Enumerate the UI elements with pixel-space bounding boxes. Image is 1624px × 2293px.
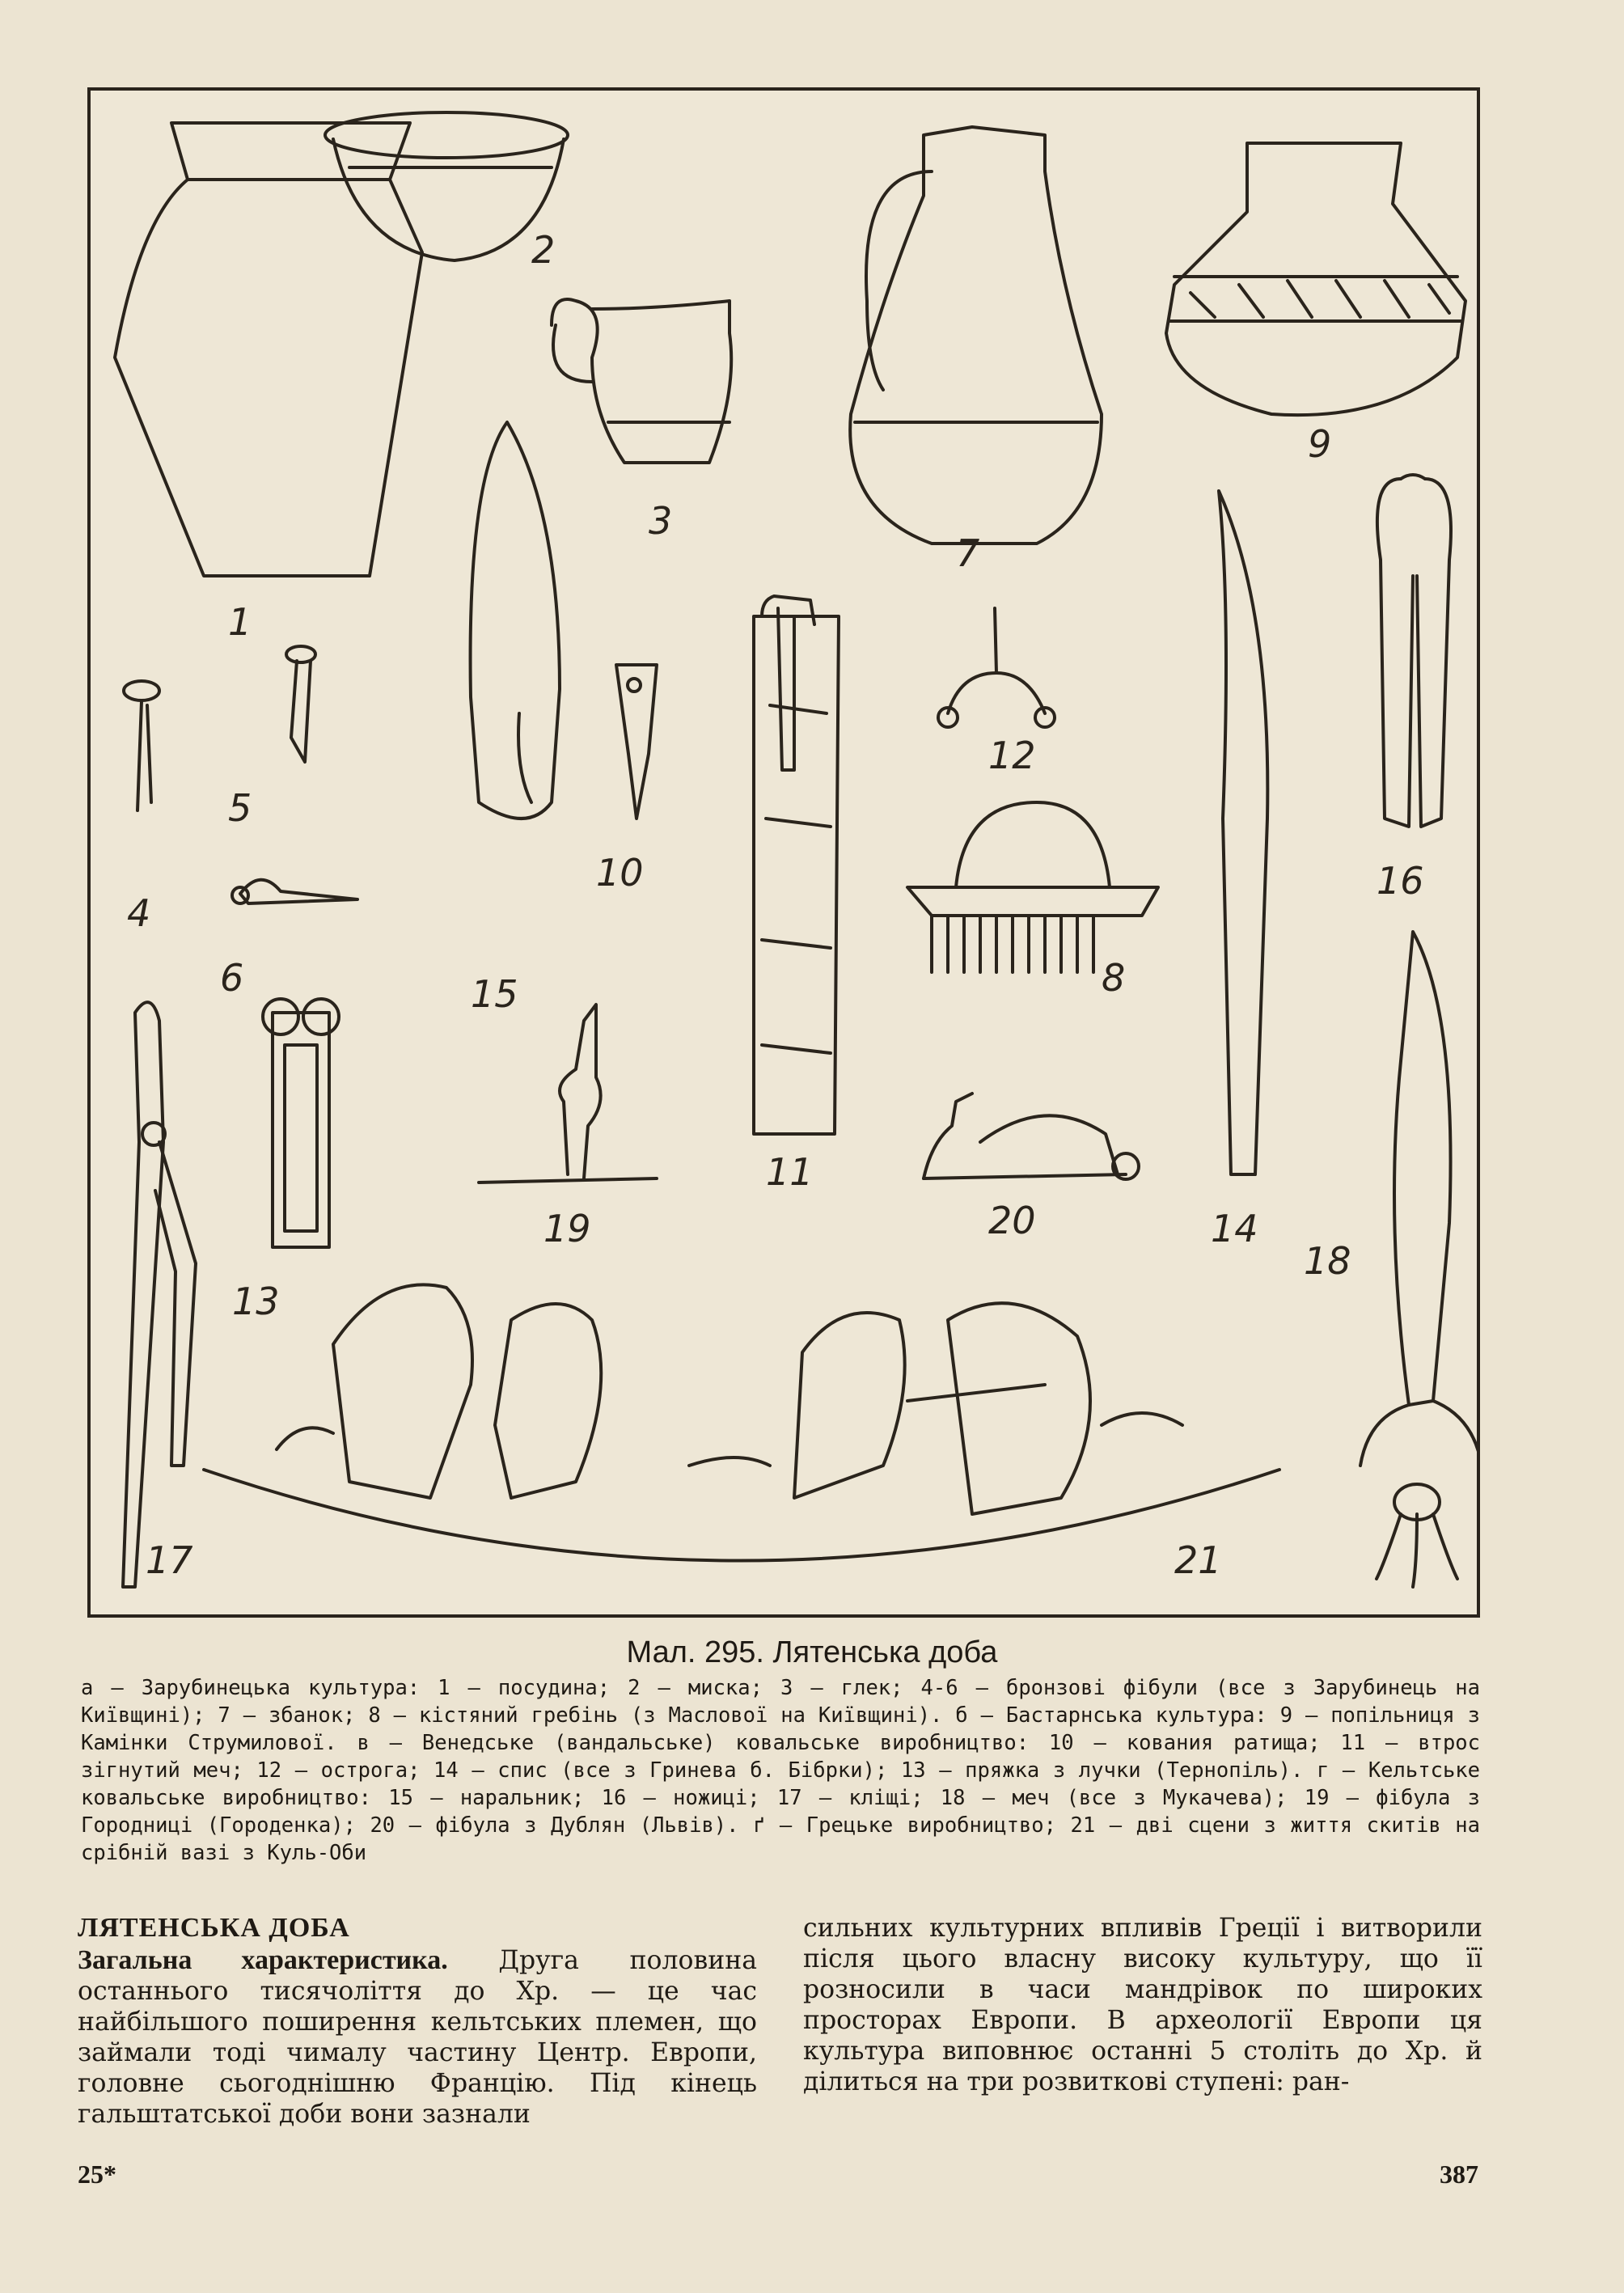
spur-12-drawing: [938, 608, 1055, 727]
fibula-20-drawing: [924, 1094, 1139, 1179]
pitcher-7-drawing: [850, 127, 1102, 544]
comb-8-drawing: [907, 802, 1158, 972]
figure-number-15: 15: [471, 972, 518, 1016]
figure-number-20: 20: [988, 1199, 1036, 1242]
vase-scene-21-drawing: [204, 1284, 1279, 1560]
figure-number-2: 2: [531, 228, 556, 272]
fibula-19-drawing: [479, 1005, 657, 1182]
figure-number-21: 21: [1174, 1538, 1222, 1582]
section-heading: ЛЯТЕНСЬКА ДОБА: [78, 1913, 350, 1943]
buckle-13-drawing: [263, 999, 339, 1247]
subsection-heading: Загальна характеристика.: [78, 1945, 448, 1975]
tongs-17-drawing: [123, 1002, 196, 1587]
figure-number-18: 18: [1304, 1239, 1351, 1283]
figure-number-8: 8: [1102, 956, 1126, 1000]
plowshare-15-drawing: [471, 422, 560, 819]
figure-number-3: 3: [649, 499, 673, 543]
figure-number-11: 11: [766, 1150, 814, 1194]
figure-number-9: 9: [1308, 422, 1332, 466]
figure-number-1: 1: [228, 600, 252, 644]
spear-socket-10-drawing: [616, 665, 657, 819]
fibulae-4-6-drawing: [124, 646, 357, 903]
figure-number-17: 17: [146, 1538, 193, 1582]
figure-number-10: 10: [596, 851, 644, 895]
urn-9-drawing: [1166, 143, 1465, 415]
page-number: 387: [1440, 2160, 1478, 2189]
left-column-text: Друга половина останнього тисячоліття до Хр. — це час найбільшого поширення кельтських племен, що займали тоді чималу частину Центр. Европи, головне сьогоднішню Францію. Під кінець гальштатської доби вони зазнали: [78, 1946, 758, 2129]
spear-14-drawing: [1219, 491, 1267, 1174]
figure-plate: [87, 87, 1480, 1618]
right-column-text: сильних культурних впливів Греції і витворили після цього власну високу культуру, що її розносили в часи мандрівок по широких просторах Европи. В археології Европи ця культура виповнює останні 5 століть до Хр. й ділиться на три розвиткові ступені: ран-: [803, 1914, 1482, 2096]
figure-number-12: 12: [988, 734, 1036, 777]
figure-caption-body: а — Зарубинецька культура: 1 — посудина; 2 — миска; 3 — глек; 4-6 — бронзові фібули (все з Зарубинець на Київщині); 7 — збанок; 8 — кістяний гребінь (з Маслової на Київщині). б — Бастарнська культура: 9 — попільниця з Камінки Струмилової. в — Венедське (вандальське) ковальське виробництво: 10 — кования ратища; 11 — втрос зігнутий меч; 12 — острога; 14 — спис (все з Гринева б. Бібрки); 13 — пряжка з лучки (Тернопіль). г — Кельтське ковальське виробництво: 15 — наральник; 16 — ножиці; 17 — кліщі; 18 — меч (все з Мукачева); 19 — фібула з Городниці (Городенка); 20 — фібула з Дублян (Львів). ґ — Грецьке виробництво; 21 — дві сцени з життя скитів на срібній вазі з Куль-Оби: [81, 1676, 1480, 1865]
sword-18-drawing: [1360, 932, 1477, 1587]
shears-16-drawing: [1377, 475, 1451, 827]
figure-number-6: 6: [220, 956, 244, 1000]
figure-number-16: 16: [1377, 859, 1424, 903]
vessel-1-drawing: [115, 123, 422, 576]
figure-number-19: 19: [543, 1207, 591, 1250]
figure-number-4: 4: [127, 891, 151, 935]
figure-number-13: 13: [232, 1280, 280, 1323]
jug-3-drawing: [552, 299, 731, 463]
article-right-column: [803, 1913, 1482, 2097]
signature-mark: 25*: [78, 2160, 116, 2189]
artifact-drawings: [91, 91, 1477, 1614]
figure-number-5: 5: [228, 786, 252, 830]
figure-number-7: 7: [956, 531, 980, 575]
figure-caption-title: Мал. 295. Лятенська доба: [626, 1635, 998, 1669]
article-left-column: [78, 1913, 757, 2130]
figure-number-14: 14: [1211, 1207, 1258, 1250]
sword-11-drawing: [754, 596, 839, 1134]
